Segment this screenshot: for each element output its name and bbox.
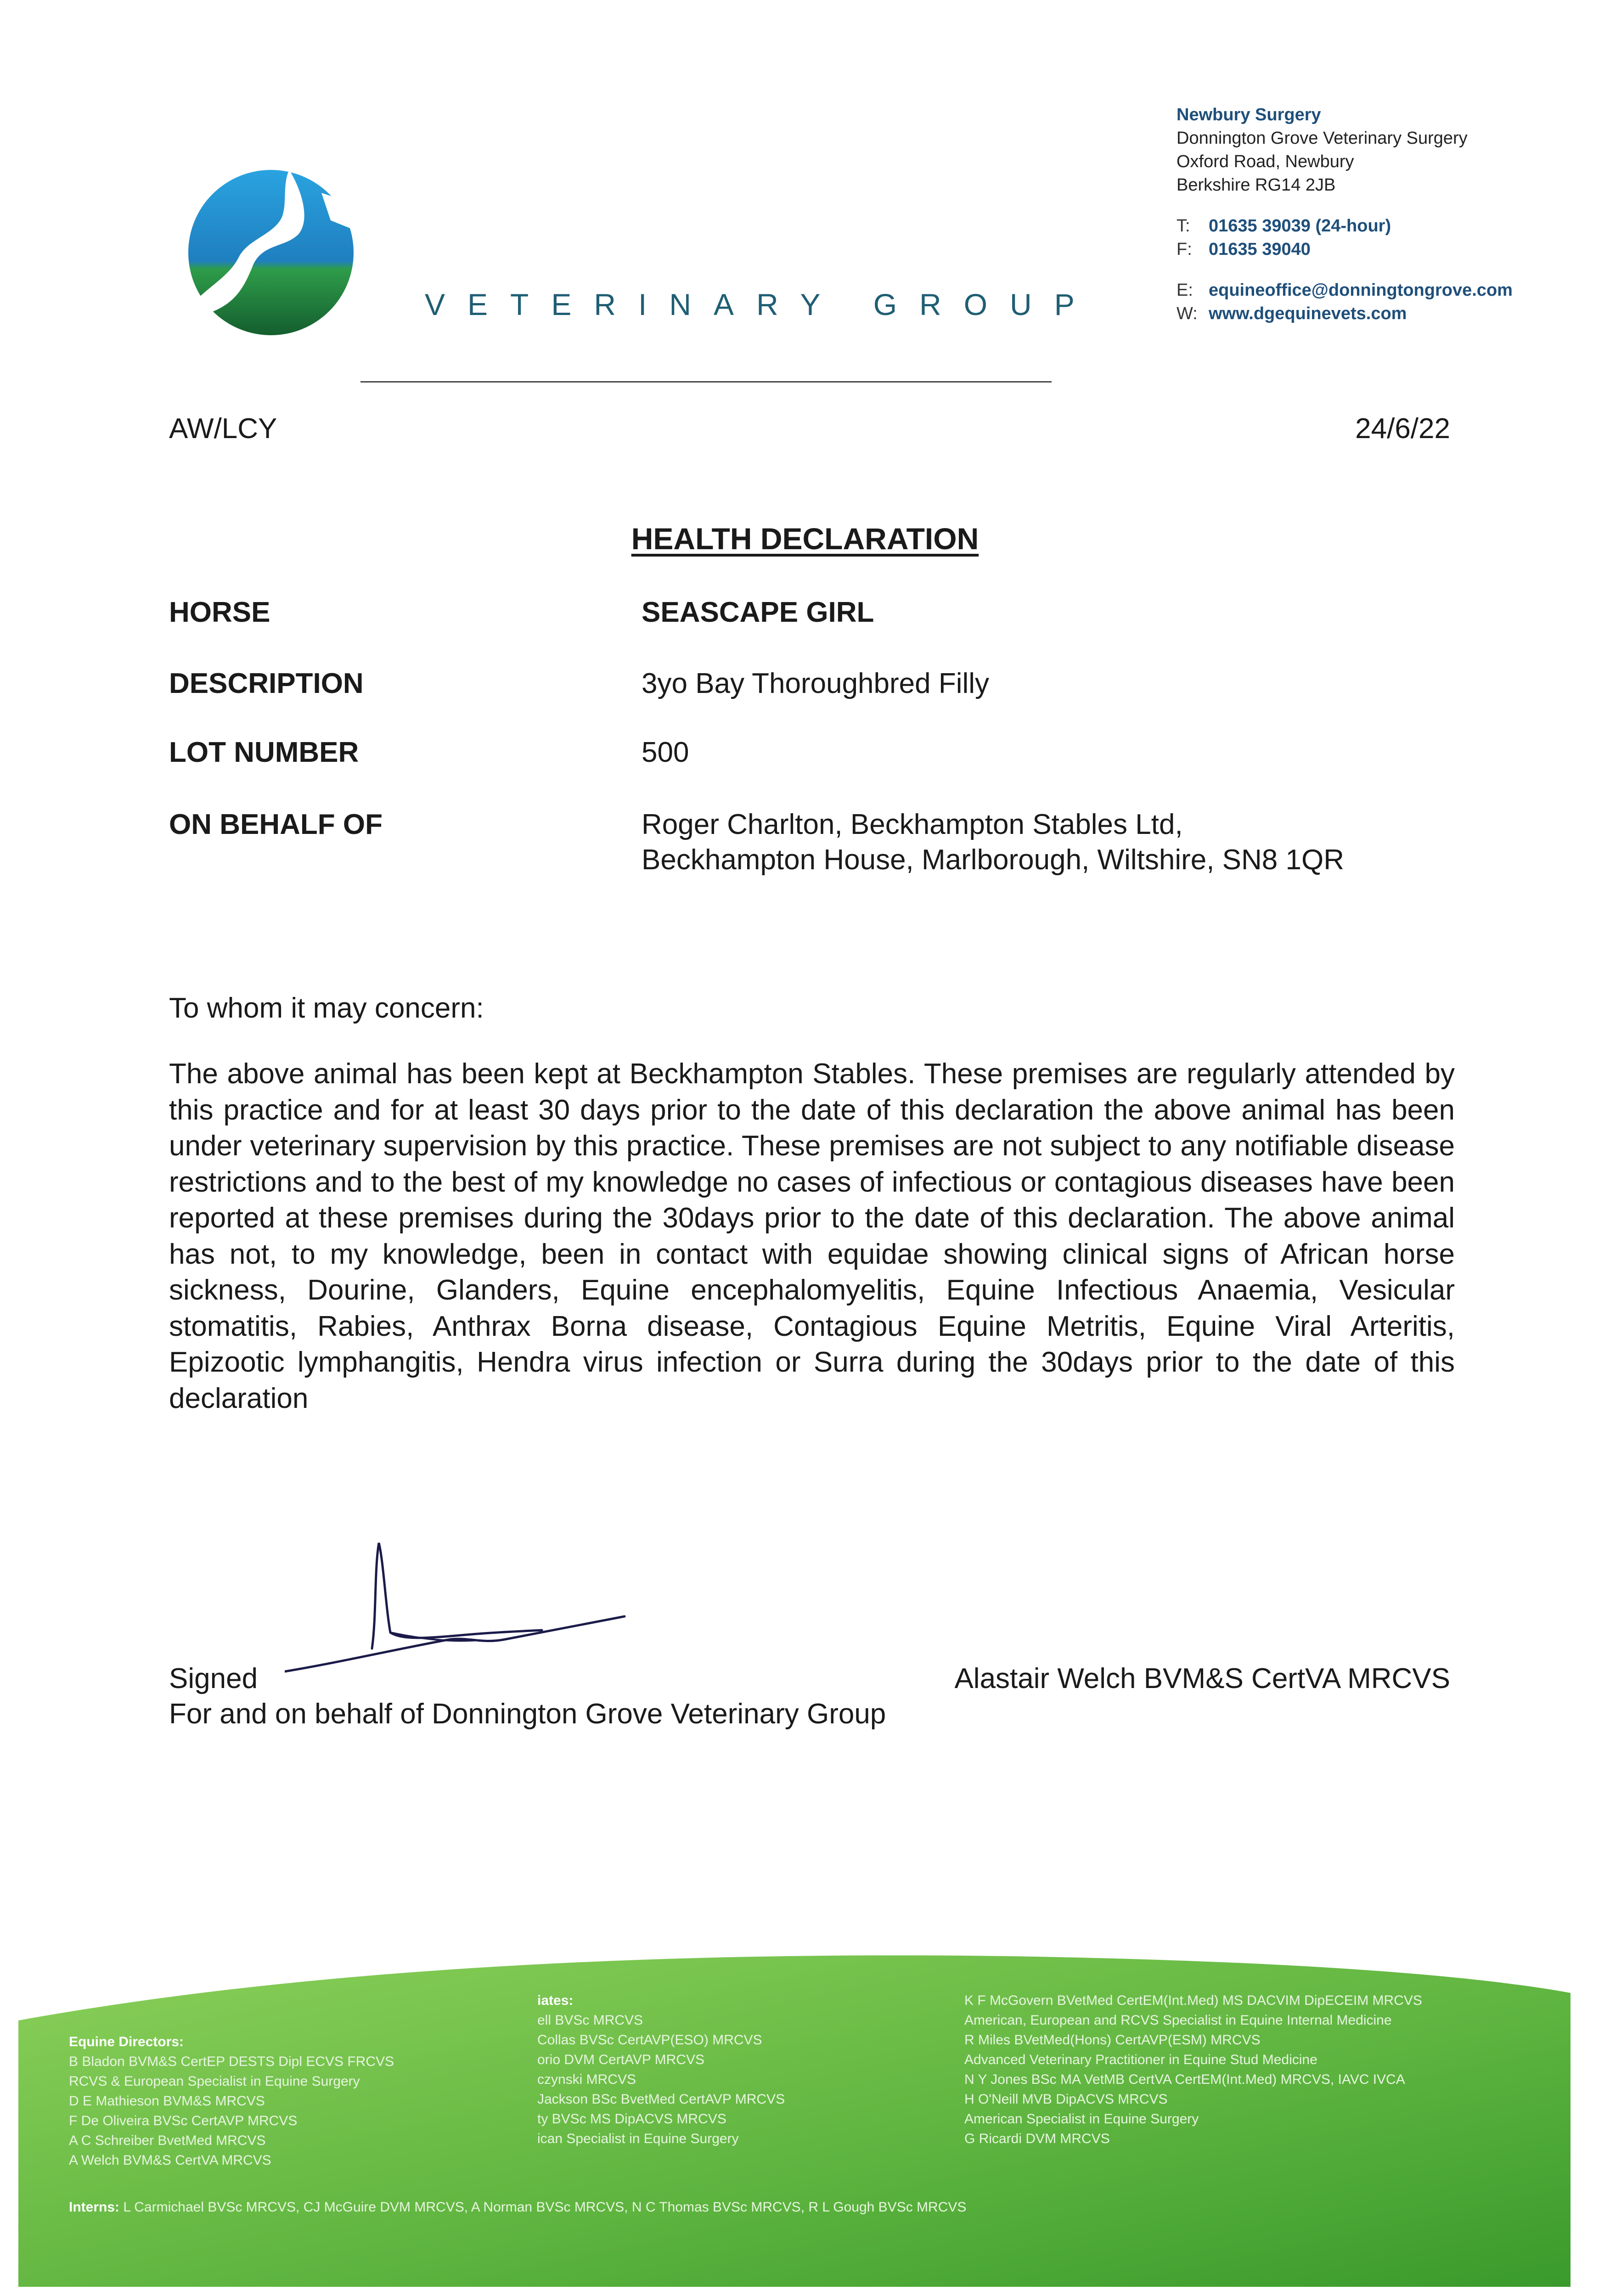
on-behalf-of-practice: For and on behalf of Donnington Grove Veterinary Group [169, 1698, 886, 1730]
on-behalf-of-line-2: Beckhampton House, Marlborough, Wiltshire, SN8 1QR [642, 844, 1344, 876]
letter-reference: AW/LCY [169, 413, 277, 445]
footer-directors: Equine Directors: B Bladon BVM&S CertEP DESTS Dipl ECVS FRCVS RCVS & European Specialist in Equine Surgery D E Mathieson BVM&S MRCVS F De Oliveira BVSc CertAVP MRCVS A C Schreiber BvetMed MRCVS A Welch BVM&S CertVA MRCVS [69, 2034, 394, 2168]
address-line-3: Berkshire RG14 2JB [1177, 175, 1336, 195]
description-label: DESCRIPTION [169, 668, 364, 699]
website[interactable]: W: www.dgequinevets.com [1177, 304, 1407, 323]
on-behalf-of-label: ON BEHALF OF [169, 809, 383, 840]
brand-wordmark: VETERINARY GROUP [425, 287, 1097, 321]
greeting: To whom it may concern: [169, 992, 484, 1024]
footer-specialists: K F McGovern BVetMed CertEM(Int.Med) MS DACVIM DipECEIM MRCVS American, European and RCVS Specialist in Equine Internal Medicine R Miles BVetMed(Hons) CertAVP(ESM) MRCVS Advanced Veterinary Practitioner in Equine Stud Medicine N Y Jones BSc MA VetMB CertVA CertEM(Int.Med) MRCVS, IAVC IVCA H O'Neill MVB DipACVS MRCVS American Specialist in Equine Surgery G Ricardi DVM MRCVS [964, 1993, 1422, 2146]
telephone: T: 01635 39039 (24-hour) [1177, 216, 1391, 236]
footer-associates: iates: ell BVSc MRCVS Collas BVSc CertAVP(ESO) MRCVS orio DVM CertAVP MRCVS czynski MRCVS Jackson BSc BvetMed CertAVP MRCVS ty BVSc MS DipACVS MRCVS ican Specialist in Equine Surgery [537, 1993, 785, 2146]
horse-value: SEASCAPE GIRL [642, 597, 874, 628]
signer-name: Alastair Welch BVM&S CertVA MRCVS [954, 1663, 1450, 1694]
fax: F: 01635 39040 [1177, 240, 1311, 259]
lot-number-label: LOT NUMBER [169, 737, 359, 768]
document-title: HEALTH DECLARATION [631, 522, 979, 556]
footer-interns: Interns: L Carmichael BVSc MRCVS, CJ McGuire DVM MRCVS, A Norman BVSc MRCVS, N C Thomas BVSc MRCVS, R L Gough BVSc MRCVS [69, 2200, 967, 2215]
on-behalf-of-line-1: Roger Charlton, Beckhampton Stables Ltd, [642, 809, 1183, 840]
description-value: 3yo Bay Thoroughbred Filly [642, 668, 990, 699]
declaration-body: The above animal has been kept at Beckhampton Stables. These premises are regularly attended by this practice and for at least 30 days prior to the date of this declaration the above animal has been under veterinary supervision by this practice. These premises are not subject to any notifiable disease restrictions and to the best of my knowledge no cases of infectious or contagious diseases have been reported at these premises during the 30days prior to the date of this declaration. The above animal has not, to my knowledge, been in contact with equidae showing clinical signs of African horse sickness, Dourine, Glanders, Equine encephalomyelitis, Equine Infectious Anaemia, Vesicular stomatitis, Rabies, Anthrax Borna disease, Contagious Equine Metritis, Equine Viral Arteritis, Epizootic lymphangitis, Hendra virus infection or Surra during the 30days prior to the date of this declaration [169, 1058, 1455, 1414]
address-line-1: Donnington Grove Veterinary Surgery [1177, 129, 1468, 148]
veterinary-group-logo [184, 165, 358, 340]
address-block [1177, 103, 1590, 326]
signed-label: Signed [169, 1663, 258, 1694]
horse-label: HORSE [169, 597, 270, 628]
address-line-2: Oxford Road, Newbury [1177, 152, 1354, 171]
email[interactable]: E: equineoffice@donningtongrove.com [1177, 281, 1513, 300]
letter-date: 24/6/22 [1355, 413, 1450, 445]
surgery-name: Newbury Surgery [1177, 105, 1321, 124]
header-divider [360, 381, 1052, 383]
lot-number-value: 500 [642, 737, 689, 768]
handwritten-signature [285, 1534, 634, 1681]
